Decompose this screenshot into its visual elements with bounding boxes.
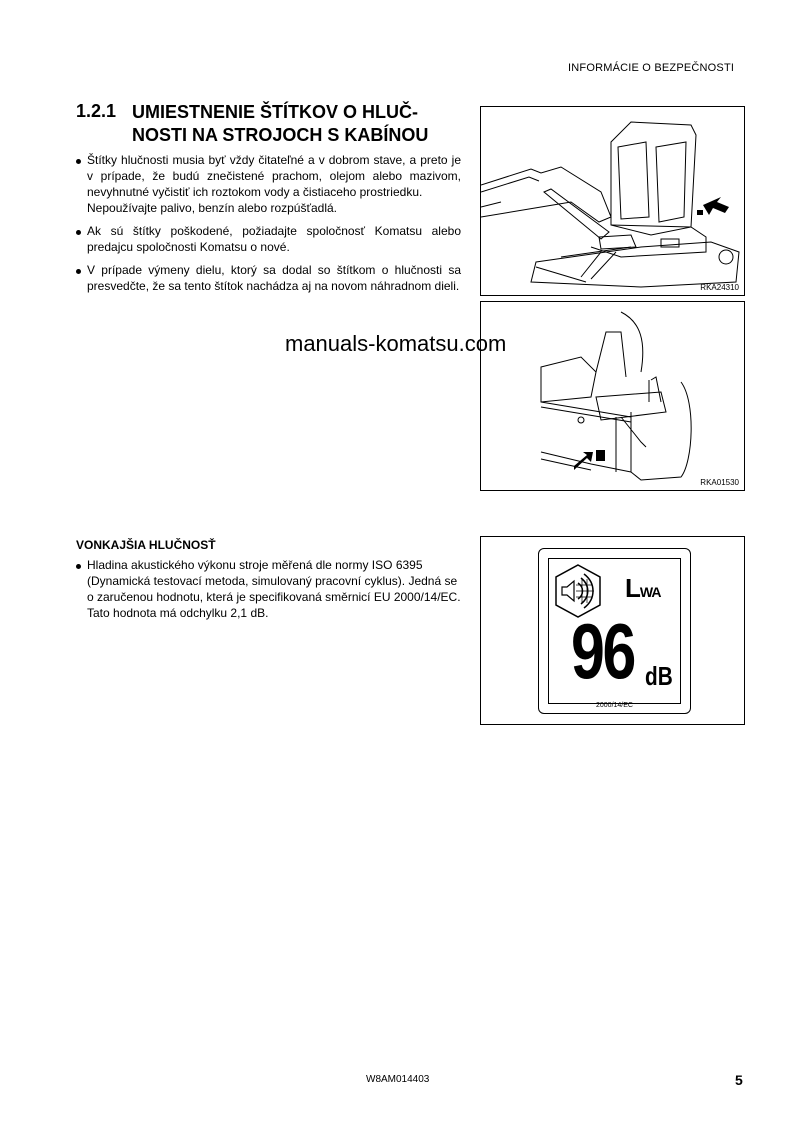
bullet-text: Ak sú štítky poškodené, požiadajte spoločnosť Komatsu alebo predajcu spoločnosti Komatsu o nové.: [87, 224, 461, 254]
figure-noise-label: [480, 536, 745, 725]
lwa-subscript: WA: [639, 584, 661, 600]
lwa-l: L: [625, 573, 640, 603]
watermark: manuals-komatsu.com: [285, 331, 507, 356]
bullet-note: Nepoužívajte palivo, benzín alebo rozpúšťadlá.: [87, 201, 337, 215]
list-item: [76, 223, 461, 255]
label-inner-frame: [548, 558, 681, 704]
figure-code: RKA01530: [700, 478, 739, 487]
running-header: INFORMÁCIE O BEZPEČNOSTI: [568, 62, 735, 74]
external-noise-heading: VONKAJŠIA HLUČNOSŤ: [76, 538, 216, 552]
section-title: [132, 101, 472, 147]
bullet-text: V prípade výmeny dielu, ktorý sa dodal so štítkom o hlučnosti sa presvedčte, že sa tento štítok nachádza aj na novom náhradnom dieli.: [87, 263, 461, 293]
document-code: W8AM014403: [366, 1074, 430, 1085]
noise-value: 96: [571, 607, 634, 695]
figure-excavator-cab: [480, 106, 745, 296]
external-noise-list: [76, 557, 461, 628]
noise-unit: dB: [645, 661, 673, 691]
bullet-text: Hladina akustického výkonu stroje měřená dle normy ISO 6395 (Dynamická testovací metoda, simulovaný pracovní cyklus). Jedná se o zaručenou hodnotu, která je specifikovaná směrnicí EU 2000/14/EC. Tato hodnota má odchylku 2,1 dB.: [87, 558, 461, 620]
lwa-symbol: [625, 573, 660, 604]
bullet-text: Štítky hlučnosti musia byť vždy čitateľné a v dobrom stave, a preto je v prípade, že budú znečistené prachom, olejom alebo mazivom, nevyhnutné vyčistiť ich roztokom vody a čistiaceho prostriedku.: [87, 153, 461, 199]
operator-seat-illustration: [481, 302, 743, 489]
figure-code: RKA24310: [700, 283, 739, 292]
list-item: [76, 557, 461, 621]
label-care-list: [76, 152, 461, 301]
excavator-illustration: [481, 107, 743, 294]
section-title-line-2: NOSTI NA STROJOCH S KABÍNOU: [132, 125, 429, 145]
section-title-line-1: UMIESTNENIE ŠTÍTKOV O HLUČ-: [132, 102, 419, 122]
page-number: 5: [735, 1072, 743, 1088]
list-item: [76, 152, 461, 216]
label-outer-frame: [538, 548, 691, 714]
directive-label: 2000/14/EC: [596, 702, 633, 709]
figure-operator-seat: [480, 301, 745, 491]
section-number: 1.2.1: [76, 101, 117, 121]
list-item: [76, 262, 461, 294]
